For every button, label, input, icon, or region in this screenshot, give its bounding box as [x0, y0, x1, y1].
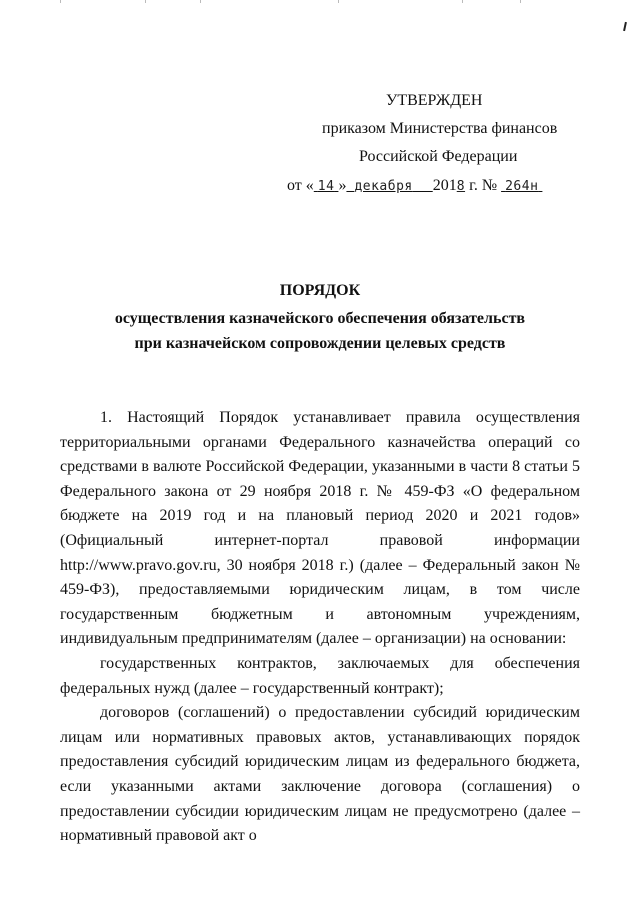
- date-close-quote: »: [338, 177, 347, 194]
- year-suffix: 8: [456, 179, 466, 194]
- approval-date-line: [287, 176, 542, 197]
- scan-edge: [0, 0, 640, 3]
- year-label: г. №: [469, 177, 498, 194]
- number-field: [501, 177, 542, 194]
- approval-order-line: приказом Министерства финансов: [322, 120, 558, 137]
- document-subtitle-line1: осуществления казначейского обеспечения обязательств: [114, 310, 526, 327]
- scan-tick: [338, 0, 339, 3]
- approval-country-line: Российской Федерации: [359, 148, 518, 165]
- date-prefix: от «: [287, 177, 314, 194]
- scan-tick: [60, 0, 61, 3]
- scan-mark: [623, 22, 627, 31]
- month-value: декабря: [354, 179, 413, 194]
- scan-tick: [520, 0, 521, 3]
- paragraph-2: государственных контрактов, заключаемых для обеспечения федеральных нужд (далее – государственный контракт);: [60, 654, 580, 697]
- number-value: 264н: [505, 179, 539, 194]
- scan-tick: [462, 0, 463, 3]
- approval-heading: УТВЕРЖДЕН: [386, 92, 483, 109]
- year-prefix: 201: [432, 177, 457, 194]
- paragraph-3: договоров (соглашений) о предоставлении субсидий юридическим лицам или нормативных правовых актов, устанавливающих порядок предоставления субсидий юридическим лицам из федерального бюджета, если указанными актами заключение договора (соглашения) о предоставлении субсидии юридическим лицам не предусмотрено (далее – нормативный правовой акт о: [60, 704, 580, 845]
- day-value: 14: [317, 179, 335, 194]
- document-body: [60, 406, 580, 849]
- paragraph-1: 1. Настоящий Порядок устанавливает правила осуществления территориальными органами Федерального казначейства операций со средствами в валюте Российской Федерации, указанными в части 8 статьи 5 Федерального закона от 29 ноября 2018 г. № 459-ФЗ «О федеральном бюджете на 2019 год и на плановый период 2020 и 2021 годов» (Официальный интернет-портал правовой информации http://www.pravo.gov.ru, 30 ноября 2018 г.) (далее – Федеральный закон № 459-ФЗ), предоставляемыми юридическим лицам, в том числе государственным бюджетным и автономным учреждениям, индивидуальным предпринимателям (далее – организации) на основании:: [60, 409, 580, 648]
- document-title: ПОРЯДОК: [279, 282, 361, 299]
- document-subtitle-line2: при казначейском сопровождении целевых средств: [134, 335, 506, 352]
- scan-tick: [200, 0, 201, 3]
- month-field: [346, 177, 432, 194]
- scan-tick: [145, 0, 146, 3]
- day-field: [314, 177, 339, 194]
